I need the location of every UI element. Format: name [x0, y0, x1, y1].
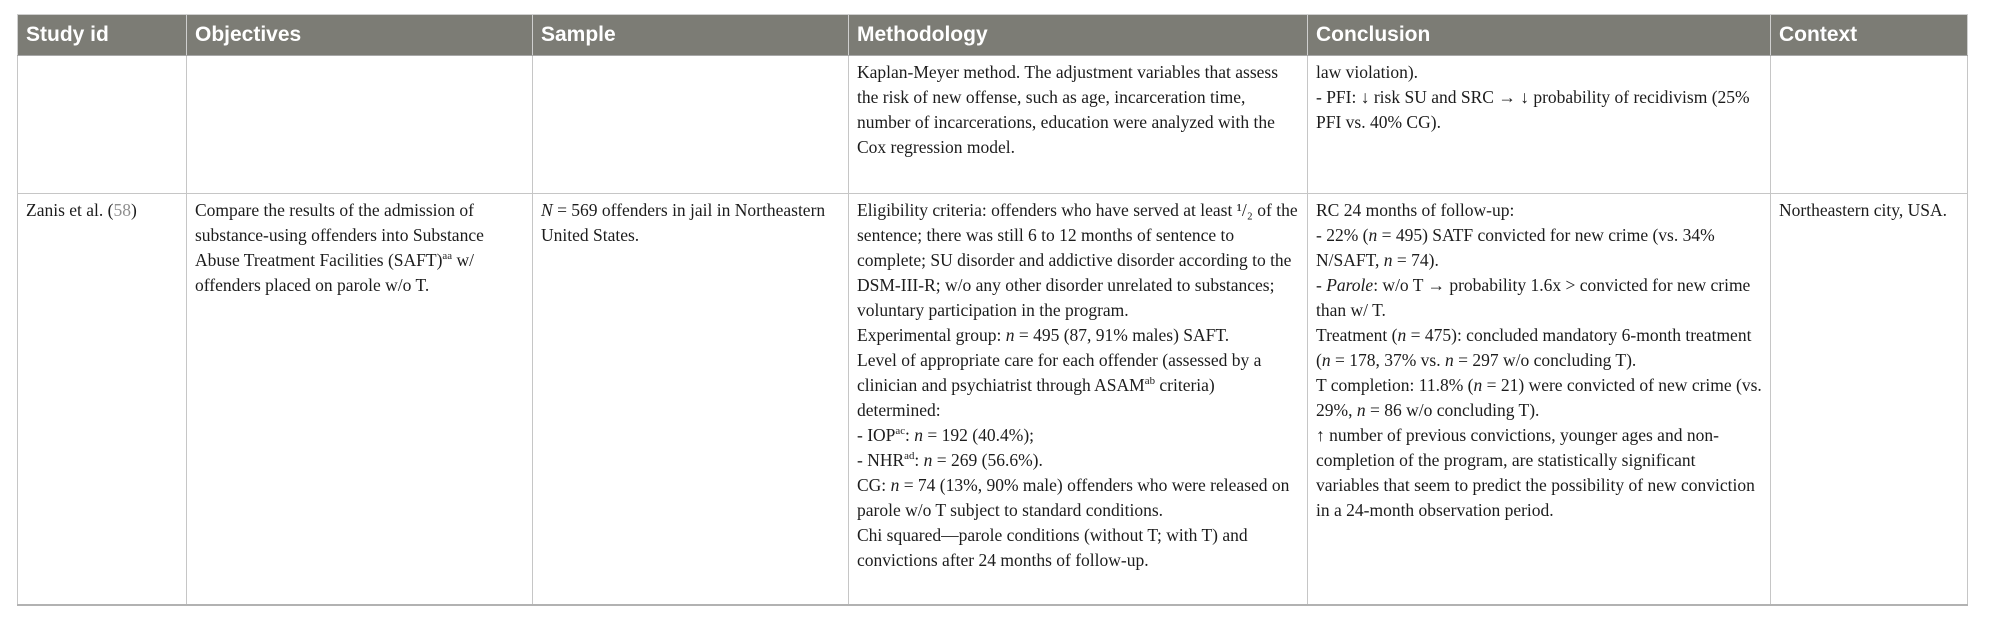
column-header-context: [1771, 15, 1968, 56]
text-segment: :: [905, 425, 915, 445]
text-segment: n: [890, 475, 900, 495]
header-row: [18, 15, 1968, 56]
text-segment: n: [1356, 400, 1366, 420]
text-segment: CG:: [857, 475, 891, 495]
table-row-continuation: [18, 56, 1968, 194]
superscript-note-marker: aa: [442, 250, 453, 263]
text-segment: Level of appropriate care for each offender (assessed by a clinician and psychiatrist through ASAM: [857, 350, 1262, 395]
paragraph: [541, 198, 840, 248]
text-segment: = 475): concluded mandatory 6-month treatment (: [1316, 325, 1752, 370]
text-segment: Treatment (: [1316, 325, 1398, 345]
paragraph: [1316, 198, 1762, 223]
text-segment: Northeastern city, USA.: [1779, 200, 1947, 220]
paragraph: [1316, 85, 1762, 135]
text-segment: = 74).: [1392, 250, 1439, 270]
paragraph: [857, 198, 1299, 323]
text-segment: n: [923, 450, 933, 470]
column-header-label: Context: [1779, 23, 1858, 46]
cell-methodology-row1: [849, 194, 1308, 605]
cell-conclusion-row1: [1308, 194, 1771, 605]
text-segment: n: [1383, 250, 1393, 270]
text-segment: = 74 (13%, 90% male) offenders who were released on parole w/o T subject to standard conditions.: [857, 475, 1290, 520]
paragraph: [857, 448, 1299, 473]
text-segment: - 22% (: [1316, 225, 1369, 245]
superscript-note-marker: ab: [1144, 375, 1155, 388]
paragraph: [857, 473, 1299, 523]
citation-link[interactable]: 58: [113, 200, 131, 220]
paragraph: [857, 348, 1299, 423]
text-segment: criteria) determined:: [857, 375, 1215, 420]
text-segment: n: [1444, 350, 1454, 370]
paragraph: [1779, 198, 1959, 223]
text-segment: - PFI: ↓ risk SU and SRC → ↓ probability of recidivism (25% PFI vs. 40% CG).: [1316, 87, 1750, 132]
text-segment: Chi squared—parole conditions (without T; with T) and convictions after 24 months of follow-up.: [857, 525, 1248, 570]
column-header-label: Sample: [541, 23, 616, 46]
text-segment: ↑ number of previous convictions, younger ages and non-completion of the program, are statistically significant variables that seem to predict the possibility of new conviction in a 24-month observation period.: [1316, 425, 1755, 520]
cell-context-row0: [1771, 56, 1968, 194]
text-segment: - NHR: [857, 450, 905, 470]
text-segment: n: [1473, 375, 1483, 395]
text-segment: = 21) were convicted of new crime (vs. 29%,: [1316, 375, 1762, 420]
text-segment: = 192 (40.4%);: [923, 425, 1035, 445]
column-header-sample: [533, 15, 849, 56]
paragraph: [26, 198, 178, 223]
cell-study-id-row1: [18, 194, 187, 605]
text-segment: n: [914, 425, 924, 445]
text-segment: T completion: 11.8% (: [1316, 375, 1474, 395]
cell-objectives-row0: [187, 56, 533, 194]
superscript-note-marker: ad: [904, 450, 915, 463]
journal-table-region: [17, 14, 1968, 606]
paragraph: [1316, 273, 1762, 323]
text-segment: Experimental group:: [857, 325, 1006, 345]
paragraph: [1316, 423, 1762, 523]
text-segment: w/ offenders placed on parole w/o T.: [195, 250, 474, 295]
study-review-table: [17, 14, 1968, 606]
text-segment: = 269 (56.6%).: [932, 450, 1043, 470]
cell-methodology-row0: [849, 56, 1308, 194]
text-segment: n: [1005, 325, 1015, 345]
cell-conclusion-row0: [1308, 56, 1771, 194]
text-segment: = 297 w/o concluding T).: [1453, 350, 1637, 370]
cell-study-id-row0: [18, 56, 187, 194]
text-segment: Zanis et al. (: [26, 200, 114, 220]
column-header-label: Methodology: [857, 23, 988, 46]
text-segment: Eligibility criteria: offenders who have served at least ¹/₂ of the sentence; there was still 6 to 12 months of sentence to complete; SU disorder and addictive disorder according to the DSM-III-R; w/o any other disorder unrelated to substances; voluntary participation in the program.: [857, 200, 1298, 320]
paragraph: [195, 198, 524, 298]
text-segment: Kaplan-Meyer method. The adjustment variables that assess the risk of new offense, such as age, incarceration time, number of incarcerations, education were analyzed with the Cox regression model.: [857, 62, 1279, 157]
paragraph: [1316, 373, 1762, 423]
paragraph: [1316, 323, 1762, 373]
text-segment: = 495 (87, 91% males) SAFT.: [1014, 325, 1230, 345]
paragraph: [1316, 60, 1762, 85]
paragraph: [857, 323, 1299, 348]
cell-objectives-row1: [187, 194, 533, 605]
text-segment: Compare the results of the admission of substance-using offenders into Substance Abuse Treatment Facilities (SAFT): [195, 200, 484, 270]
paragraph: [857, 523, 1299, 573]
text-segment: : w/o T → probability 1.6x > convicted for new crime than w/ T.: [1316, 275, 1751, 320]
text-segment: - IOP: [857, 425, 896, 445]
text-segment: law violation).: [1316, 62, 1419, 82]
text-segment: n: [1397, 325, 1407, 345]
text-segment: -: [1316, 275, 1327, 295]
text-segment: n: [1368, 225, 1378, 245]
column-header-conclusion: [1308, 15, 1771, 56]
column-header-label: Study id: [26, 23, 109, 46]
paragraph: [857, 60, 1299, 160]
column-header-label: Conclusion: [1316, 23, 1431, 46]
text-segment: = 86 w/o concluding T).: [1365, 400, 1540, 420]
table-row-zanis-study: [18, 194, 1968, 605]
superscript-note-marker: ac: [895, 425, 906, 438]
column-header-label: Objectives: [195, 23, 302, 46]
paragraph: [1316, 223, 1762, 273]
paragraph: [857, 423, 1299, 448]
column-header-objectives: [187, 15, 533, 56]
column-header-study-id: [18, 15, 187, 56]
text-segment: = 178, 37% vs.: [1330, 350, 1445, 370]
text-segment: n: [1321, 350, 1331, 370]
text-segment: ): [130, 200, 137, 220]
text-segment: :: [914, 450, 924, 470]
cell-context-row1: [1771, 194, 1968, 605]
text-segment: RC 24 months of follow-up:: [1316, 200, 1515, 220]
text-segment: = 569 offenders in jail in Northeastern United States.: [541, 200, 826, 245]
text-segment: = 495) SATF convicted for new crime (vs. 34% N/SAFT,: [1316, 225, 1715, 270]
text-segment: N: [541, 200, 553, 220]
cell-sample-row0: [533, 56, 849, 194]
text-segment: Parole: [1326, 275, 1374, 295]
column-header-methodology: [849, 15, 1308, 56]
cell-sample-row1: [533, 194, 849, 605]
